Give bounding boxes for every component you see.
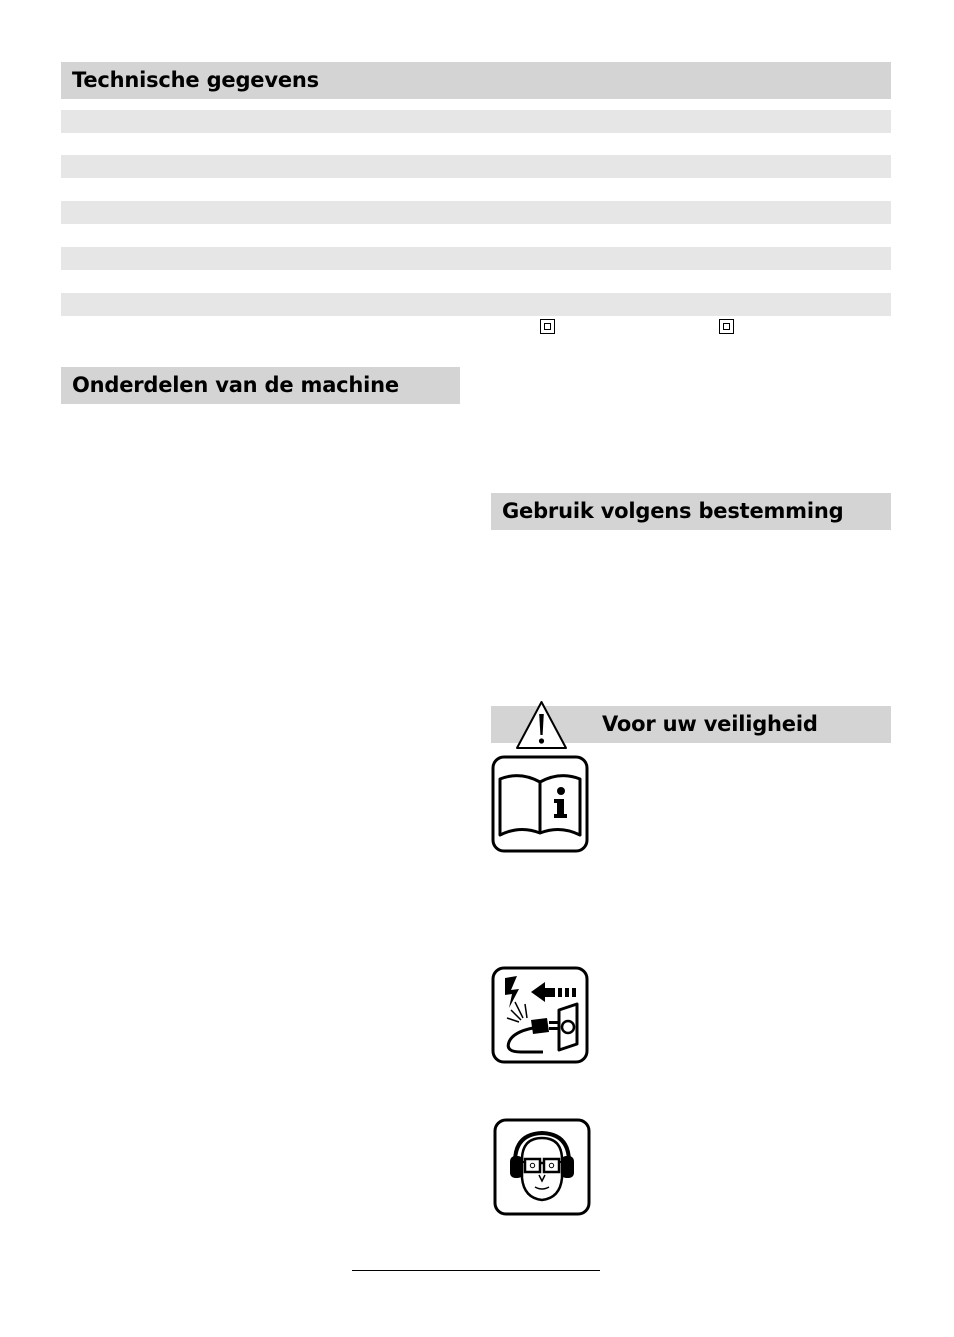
ear-eye-protection-icon [493,1118,591,1216]
table-row [61,247,891,270]
footer-rule [352,1270,600,1271]
table-row [61,110,891,133]
section-heading-machine-parts: Onderdelen van de machine [61,367,460,404]
table-row [61,201,891,224]
table-row [61,293,891,316]
double-insulation-icon [540,319,555,334]
double-insulation-icon [719,319,734,334]
warning-triangle-icon [514,699,569,751]
section-heading-safety: Voor uw veiligheid [491,706,891,743]
unplug-before-service-icon [491,966,589,1064]
read-manual-icon [491,755,589,853]
table-row [61,155,891,178]
section-heading-technical-data: Technische gegevens [61,62,891,99]
section-heading-intended-use: Gebruik volgens bestemming [491,493,891,530]
